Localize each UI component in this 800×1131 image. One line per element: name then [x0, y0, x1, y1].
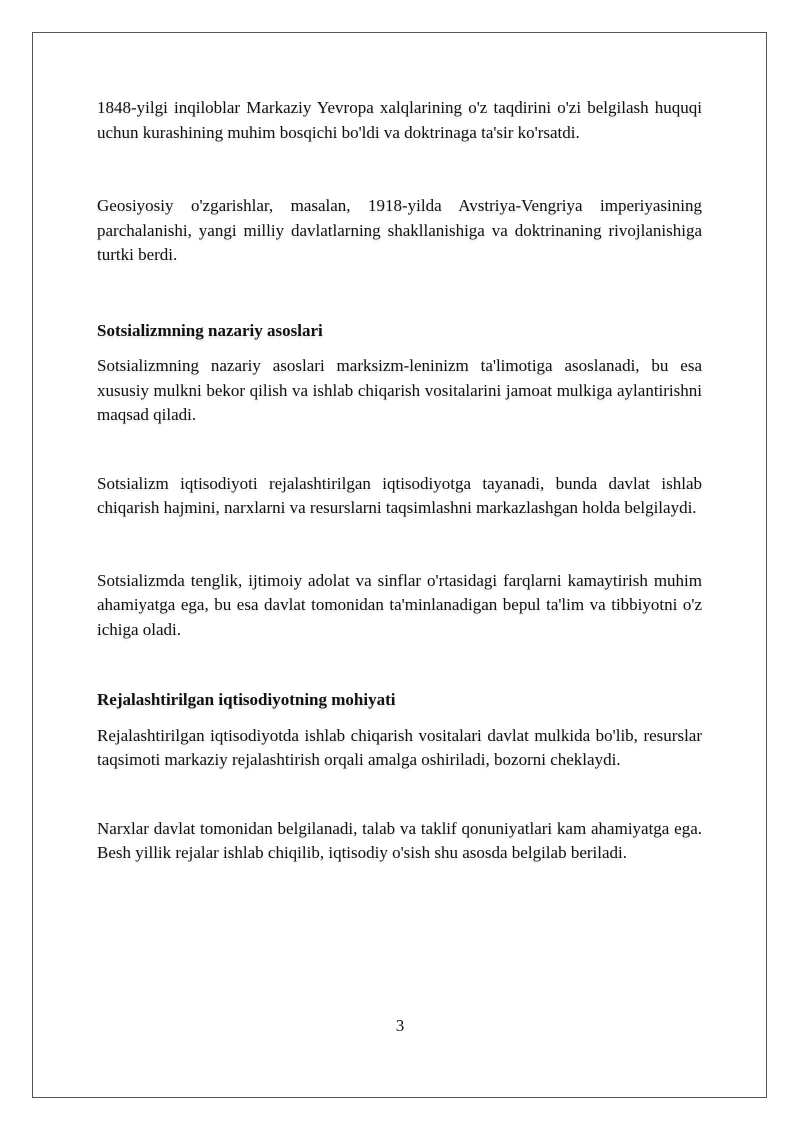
paragraph: Sotsializmning nazariy asoslari marksizm-leninizm ta'limotiga asoslanadi, bu esa xususiy mulkni bekor qilish va ishlab chiqarish vositalarini jamoat mulkiga aylantirishni maqsad qiladi. [97, 356, 702, 424]
paragraph: Geosiyosiy o'zgarishlar, masalan, 1918-yilda Avstriya-Vengriya imperiyasining parchalanishi, yangi milliy davlatlarning shakllanishiga va doktrinaning rivojlanishiga turtki berdi. [97, 196, 702, 264]
section-heading: Rejalashtirilgan iqtisodiyotning mohiyati [97, 690, 396, 709]
section-heading: Sotsializmning nazariy asoslari [97, 320, 323, 340]
paragraph: Rejalashtirilgan iqtisodiyotda ishlab chiqarish vositalari davlat mulkida bo'lib, resurslar taqsimoti markaziy rejalashtirish orqali amalga oshiriladi, bozorni cheklaydi. [97, 725, 702, 769]
page-number: 3 [395, 1016, 405, 1035]
document-body [97, 96, 702, 866]
paragraph: 1848-yilgi inqiloblar Markaziy Yevropa xalqlarining o'z taqdirini o'zi belgilash huquqi uchun kurashining muhim bosqichi bo'ldi va doktrinaga ta'sir ko'rsatdi. [97, 98, 702, 142]
paragraph: Sotsializmda tenglik, ijtimoiy adolat va sinflar o'rtasidagi farqlarni kamaytirish muhim ahamiyatga ega, bu esa davlat tomonidan ta'minlanadigan bepul ta'lim va tibbiyotni o'z ichiga oladi. [97, 570, 702, 639]
paragraph: Narxlar davlat tomonidan belgilanadi, talab va taklif qonuniyatlari kam ahamiyatga ega. Besh yillik rejalar ishlab chiqilib, iqtisodiy o'sish shu asosda belgilab beriladi. [97, 818, 702, 862]
paragraph: Sotsializm iqtisodiyoti rejalashtirilgan iqtisodiyotga tayanadi, bunda davlat ishlab chiqarish hajmini, narxlarni va resurslarni taqsimlashni markazlashgan holda belgilaydi. [97, 473, 702, 517]
